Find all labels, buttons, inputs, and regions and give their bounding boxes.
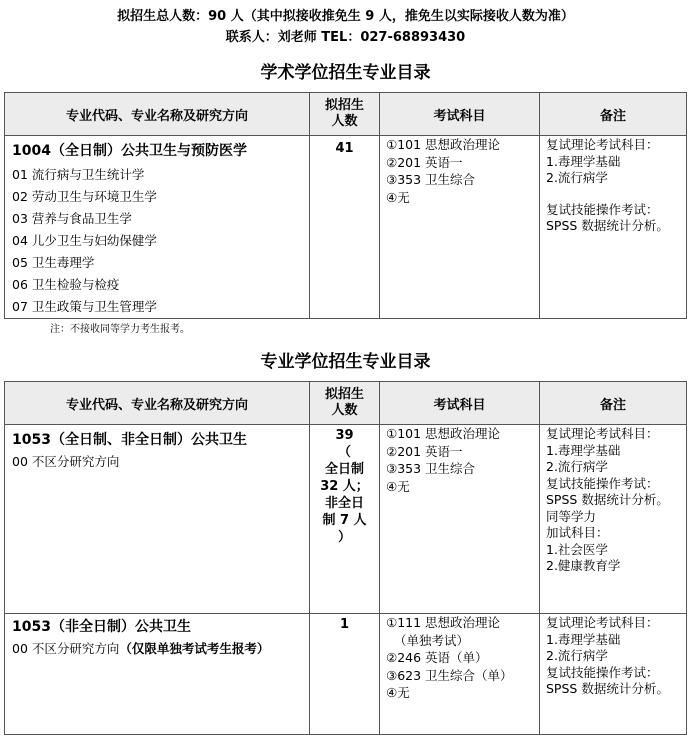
retest-item: 2.流行病学	[546, 170, 608, 185]
major-cell	[5, 136, 310, 319]
retest-item: 2.流行病学	[546, 648, 608, 663]
professional-catalog-table	[4, 381, 687, 735]
table-row	[5, 614, 687, 735]
skill-title: 复试技能操作考试：	[546, 664, 659, 680]
notes-cell	[540, 136, 687, 319]
total-enrollment-line: 拟招生总人数：90 人（其中拟接收推免生 9 人，推免生以实际接收人数为准）	[117, 9, 574, 24]
enrollment-count: 41	[335, 141, 354, 156]
skill-title: 复试技能操作考试：	[546, 201, 659, 217]
count-cell	[310, 614, 380, 735]
exam-item: ②201 英语一	[386, 154, 463, 170]
exam-item: ③353 卫生综合	[386, 172, 476, 188]
notes-cell	[540, 425, 687, 614]
header-count-line2: 人数	[331, 403, 358, 418]
table-row	[5, 136, 687, 319]
direction-item: 00 不区分研究方向	[12, 454, 120, 469]
exam-item: ①111 思想政治理论	[386, 615, 501, 630]
enrollment-detail: 制 7 人	[322, 513, 367, 528]
exam-item: ④无	[386, 189, 410, 205]
direction-item: 02 劳动卫生与环境卫生学	[12, 189, 157, 204]
skill-text: SPSS 数据统计分析。	[546, 681, 669, 696]
retest-title: 复试理论考试科目：	[546, 426, 659, 441]
retest-title: 复试理论考试科目：	[546, 615, 659, 630]
contact-line: 联系人：刘老师 TEL：027-68893430	[225, 30, 466, 45]
skill-title: 复试技能操作考试：	[546, 475, 659, 491]
academic-catalog-table	[4, 92, 687, 319]
enrollment-detail: 非全日	[324, 496, 364, 511]
header-count	[310, 382, 380, 425]
enrollment-detail: （	[337, 445, 351, 460]
skill-text: SPSS 数据统计分析。	[546, 218, 669, 233]
header-count-line2: 人数	[331, 114, 358, 129]
exam-item: ③623 卫生综合（单）	[386, 667, 513, 683]
enrollment-detail: 全日制	[324, 462, 364, 477]
major-name: 1053（全日制、非全日制）公共卫生	[12, 432, 247, 448]
table-row	[5, 425, 687, 614]
equiv-title: 同等学力	[546, 508, 597, 524]
exam-item: ②246 英语（单）	[386, 650, 488, 666]
header-major: 专业代码、专业名称及研究方向	[5, 382, 310, 425]
exams-cell	[380, 136, 540, 319]
equiv-item: 1.社会医学	[546, 541, 608, 557]
footnote: 注：不接收同等学力考生报考。	[50, 324, 190, 335]
header-major: 专业代码、专业名称及研究方向	[5, 93, 310, 136]
exam-item: ③353 卫生综合	[386, 461, 476, 477]
header-count-line1: 拟招生	[324, 98, 364, 113]
retest-item: 1.毒理学基础	[546, 153, 621, 169]
header-count-line1: 拟招生	[324, 387, 364, 402]
table-header-row	[5, 93, 687, 136]
equiv-subtitle: 加试科目：	[546, 525, 609, 540]
equiv-item: 2.健康教育学	[546, 558, 621, 573]
direction-item	[5, 640, 309, 658]
direction-item: 03 营养与食品卫生学	[12, 211, 132, 226]
exam-item: ②201 英语一	[386, 443, 463, 459]
enrollment-count: 1	[339, 617, 350, 632]
retest-title: 复试理论考试科目：	[546, 137, 659, 152]
header-notes: 备注	[540, 382, 687, 425]
exams-cell	[380, 425, 540, 614]
major-name: 1053（非全日制）公共卫生	[12, 619, 191, 635]
exam-item: ④无	[386, 685, 410, 701]
count-cell	[310, 425, 380, 614]
count-cell	[310, 136, 380, 319]
enrollment-count: 39	[335, 428, 354, 443]
retest-item: 2.流行病学	[546, 459, 608, 474]
header-count	[310, 93, 380, 136]
direction-item: 07 卫生政策与卫生管理学	[12, 299, 157, 314]
header-exams: 考试科目	[380, 382, 540, 425]
exam-item-note: （单独考试）	[394, 632, 470, 648]
table-header-row	[5, 382, 687, 425]
notes-cell	[540, 614, 687, 735]
retest-item: 1.毒理学基础	[546, 442, 621, 458]
skill-text: SPSS 数据统计分析。	[546, 492, 669, 507]
direction-item: 04 儿少卫生与妇幼保健学	[12, 233, 157, 248]
exam-item: ④无	[386, 478, 410, 494]
direction-prefix: 00 不区分研究方向	[12, 641, 120, 656]
enrollment-detail: 32 人；	[320, 479, 369, 494]
exam-item: ①101 思想政治理论	[386, 137, 501, 152]
direction-item: 06 卫生检验与检疫	[12, 277, 120, 292]
header-exams: 考试科目	[380, 93, 540, 136]
header-notes: 备注	[540, 93, 687, 136]
major-cell	[5, 614, 310, 735]
exam-item: ①101 思想政治理论	[386, 426, 501, 441]
professional-section-title: 专业学位招生专业目录	[260, 352, 431, 372]
exams-cell	[380, 614, 540, 735]
academic-section-title: 学术学位招生专业目录	[260, 63, 431, 83]
major-name: 1004（全日制）公共卫生与预防医学	[12, 143, 247, 159]
enrollment-detail: ）	[337, 530, 351, 545]
major-cell	[5, 425, 310, 614]
direction-restriction: （仅限单独考试考生报考）	[119, 641, 270, 656]
retest-item: 1.毒理学基础	[546, 631, 621, 647]
direction-item: 01 流行病与卫生统计学	[12, 167, 145, 182]
direction-item: 05 卫生毒理学	[12, 255, 95, 270]
